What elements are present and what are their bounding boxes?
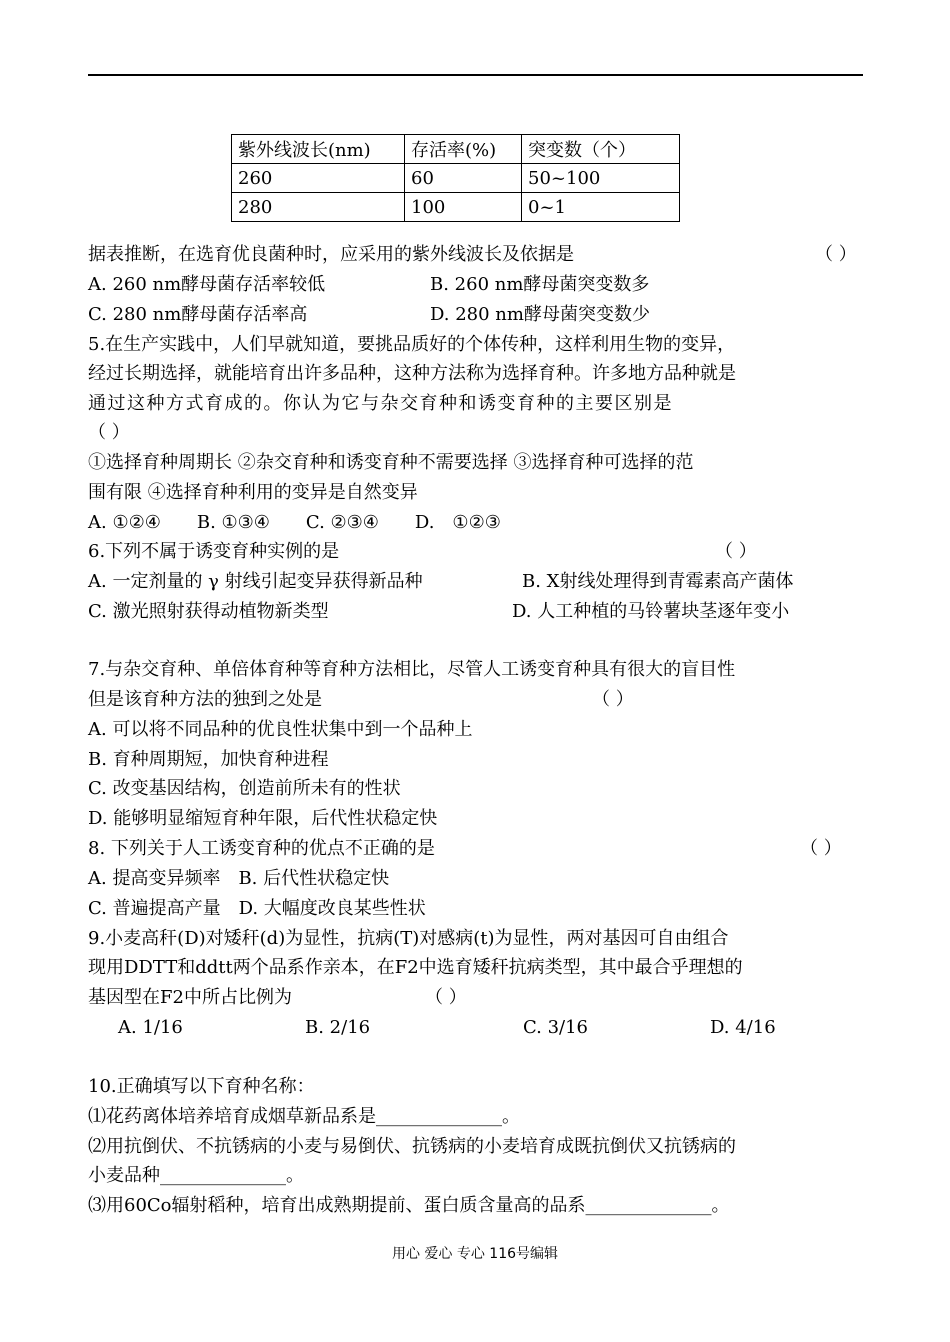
table-cell: 50~100 [522,164,680,193]
uv-wavelength-table [231,134,680,222]
q9-option-b: B. 2/16 [305,1017,371,1038]
q8-answer-paren: （ ） [800,838,842,859]
table-row [232,193,680,222]
q8-stem: 8. 下列关于人工诱变育种的优点不正确的是 [88,838,435,859]
q4-option-d: D. 280 nm酵母菌突变数少 [430,304,650,325]
q5-answer-paren: （ ） [88,422,130,443]
q5-line-2: 经过长期选择，就能培育出许多品种，这种方法称为选择育种。许多地方品种就是 [88,363,736,384]
table-header-cell: 紫外线波长(nm) [232,135,405,164]
q10-sub-3: ⑶用60Co辐射稻种，培育出成熟期提前、蛋白质含量高的品系______________。 [88,1195,730,1216]
q7-option-b: B. 育种周期短，加快育种进程 [88,749,329,770]
table-header-cell: 存活率(%) [405,135,522,164]
q7-line-1: 7.与杂交育种、单倍体育种等育种方法相比，尽管人工诱变育种具有很大的盲目性 [88,659,736,680]
q5-options: A. ①②④ B. ①③④ C. ②③④ D. ①②③ [88,512,501,533]
table-header-row [232,135,680,164]
q10-sub-1: ⑴花药离体培养培育成烟草新品系是______________。 [88,1106,520,1127]
q7-line-2: 但是该育种方法的独到之处是 [88,689,322,710]
q9-option-d: D. 4/16 [710,1017,776,1038]
q7-option-a: A. 可以将不同品种的优良性状集中到一个品种上 [88,719,473,740]
table-cell: 60 [405,164,522,193]
q4-option-c: C. 280 nm酵母菌存活率高 [88,304,308,325]
header-rule [88,74,863,76]
q9-line-3: 基因型在F2中所占比例为 [88,987,292,1008]
q4-option-b: B. 260 nm酵母菌突变数多 [430,274,650,295]
q10-sub-2-line-1: ⑵用抗倒伏、不抗锈病的小麦与易倒伏、抗锈病的小麦培育成既抗倒伏又抗锈病的 [88,1136,736,1157]
table-row [232,164,680,193]
q9-option-a: A. 1/16 [118,1017,183,1038]
q6-stem: 6.下列不属于诱变育种实例的是 [88,541,340,562]
q8-options-cd: C. 普遍提高产量 D. 大幅度改良某些性状 [88,898,426,919]
q9-line-1: 9.小麦高秆(D)对矮秆(d)为显性，抗病(T)对感病(t)为显性，两对基因可自由组合 [88,928,729,949]
table-cell: 100 [405,193,522,222]
q4-answer-paren: （ ） [815,244,857,265]
q7-answer-paren: （ ） [592,689,634,710]
q9-answer-paren: （ ） [425,987,467,1008]
q5-line-3: 通过这种方式育成的。你认为它与杂交育种和诱变育种的主要区别是 [88,393,673,414]
q8-options-ab: A. 提高变异频率 B. 后代性状稳定快 [88,868,390,889]
q5-items-line-1: ①选择育种周期长 ②杂交育种和诱变育种不需要选择 ③选择育种可选择的范 [88,452,694,473]
q5-items-line-2: 围有限 ④选择育种利用的变异是自然变异 [88,482,418,503]
page-footer: 用心 爱心 专心 116号编辑 [391,1246,559,1262]
q9-option-c: C. 3/16 [523,1017,588,1038]
q10-sub-2-line-2: 小麦品种______________。 [88,1165,304,1186]
q9-line-2: 现用DDTT和ddtt两个品系作亲本，在F2中选育矮秆抗病类型，其中最合乎理想的 [88,957,743,978]
q7-option-c: C. 改变基因结构，创造前所未有的性状 [88,778,401,799]
q5-line-1: 5.在生产实践中，人们早就知道，要挑品质好的个体传种，这样利用生物的变异， [88,334,736,355]
q6-option-d: D. 人工种植的马铃薯块茎逐年变小 [512,601,790,622]
table-header-cell: 突变数（个） [522,135,680,164]
q10-stem: 10.正确填写以下育种名称： [88,1076,315,1097]
q6-option-a: A. 一定剂量的 γ 射线引起变异获得新品种 [88,571,423,592]
table-cell: 280 [232,193,405,222]
q7-option-d: D. 能够明显缩短育种年限，后代性状稳定快 [88,808,438,829]
q6-answer-paren: （ ） [715,541,757,562]
q4-option-a: A. 260 nm酵母菌存活率较低 [88,274,326,295]
q6-option-b: B. X射线处理得到青霉素高产菌体 [522,571,794,592]
q6-option-c: C. 激光照射获得动植物新类型 [88,601,329,622]
table-cell: 0~1 [522,193,680,222]
table-cell: 260 [232,164,405,193]
q4-stem: 据表推断，在选育优良菌种时，应采用的紫外线波长及依据是 [88,244,574,265]
